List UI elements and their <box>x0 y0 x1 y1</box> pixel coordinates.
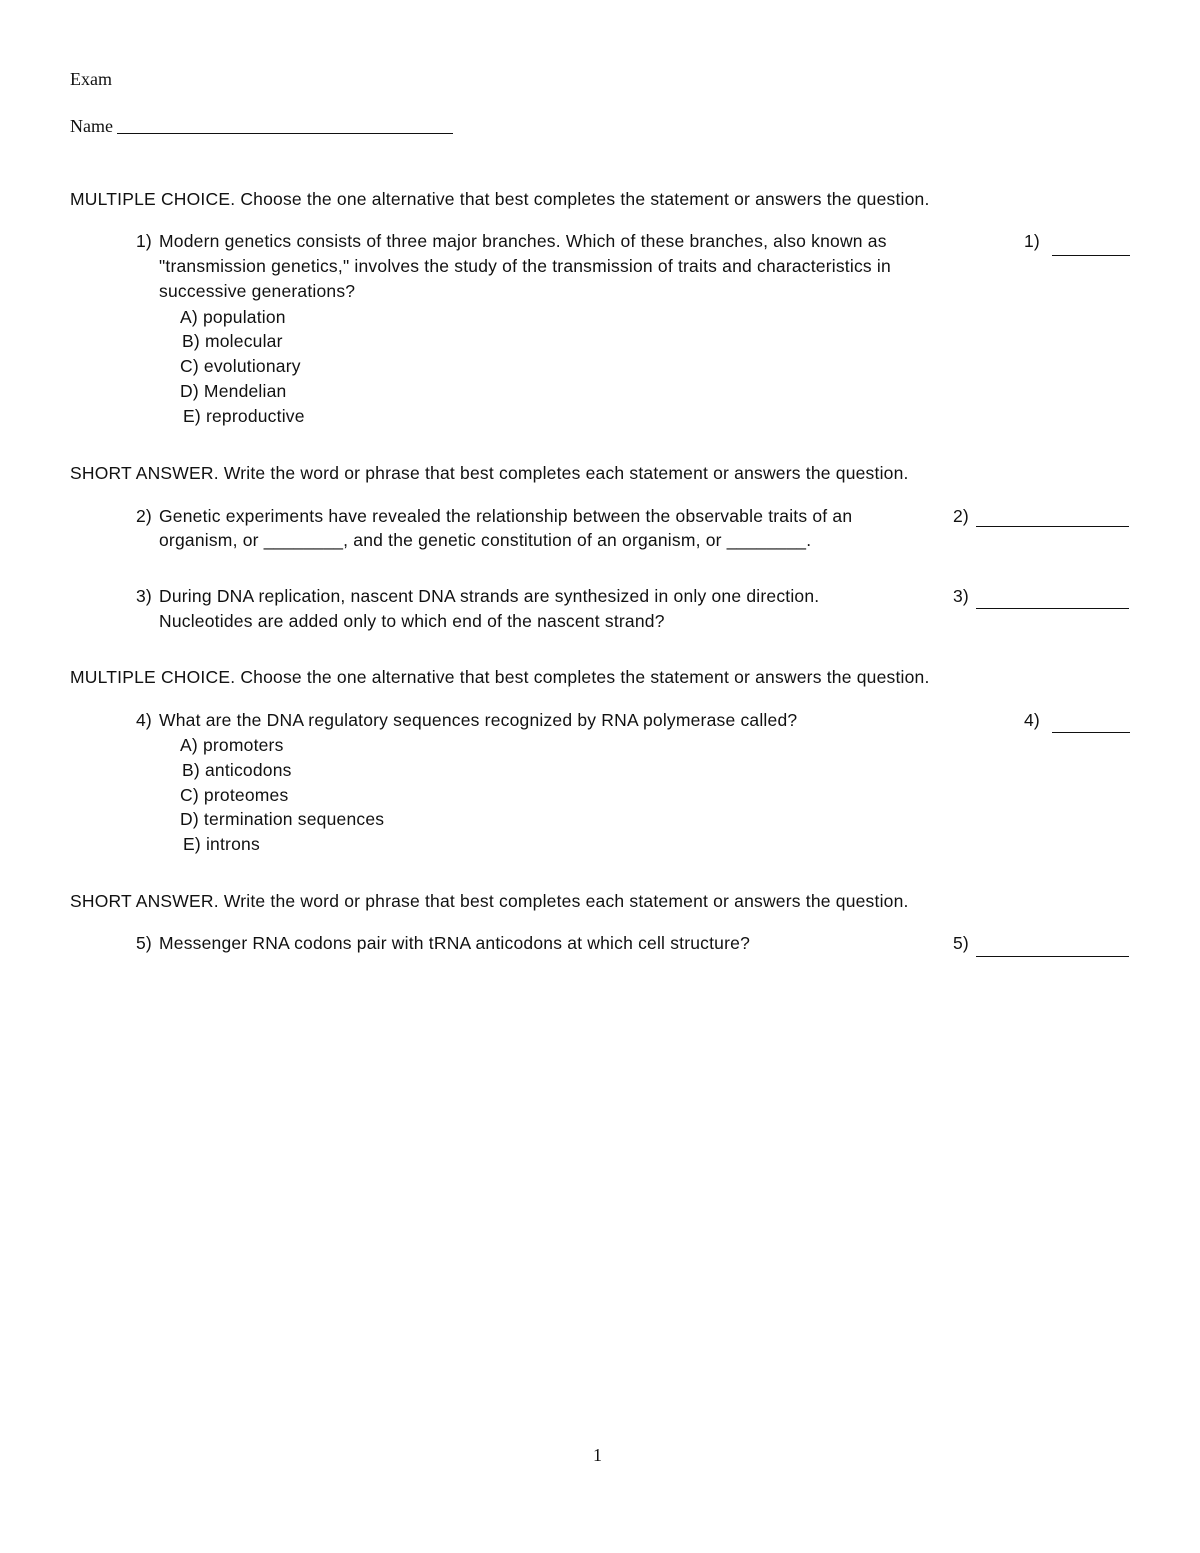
answer-option[interactable]: B) anticodons <box>182 760 292 780</box>
section-heading-multiple-choice: MULTIPLE CHOICE. Choose the one alternative that best completes the statement or answers the question. <box>70 667 930 687</box>
question-number: 2) <box>136 506 152 526</box>
name-label: Name <box>70 116 113 136</box>
answer-blank-line[interactable] <box>976 956 1129 957</box>
question-number: 3) <box>136 586 152 606</box>
question-text-line: organism, or ________, and the genetic constitution of an organism, or ________. <box>159 530 812 550</box>
section-heading-multiple-choice: MULTIPLE CHOICE. Choose the one alternative that best completes the statement or answers the question. <box>70 189 930 209</box>
answer-label: 1) <box>1024 231 1040 251</box>
question-number: 5) <box>136 933 152 953</box>
question-text-line: Genetic experiments have revealed the relationship between the observable traits of an <box>159 506 853 526</box>
answer-label: 2) <box>953 506 969 526</box>
question-text-line: During DNA replication, nascent DNA strands are synthesized in only one direction. <box>159 586 820 606</box>
question-number: 1) <box>136 231 152 251</box>
exam-title: Exam <box>70 69 112 89</box>
answer-blank-line[interactable] <box>976 608 1129 609</box>
answer-option[interactable]: E) reproductive <box>183 406 305 426</box>
answer-option[interactable]: A) population <box>180 307 286 327</box>
question-text-line: What are the DNA regulatory sequences recognized by RNA polymerase called? <box>159 710 798 730</box>
answer-option[interactable]: C) evolutionary <box>180 356 301 376</box>
answer-option[interactable]: C) proteomes <box>180 785 289 805</box>
question-text-line: Modern genetics consists of three major branches. Which of these branches, also known as <box>159 231 887 251</box>
answer-option[interactable]: E) introns <box>183 834 260 854</box>
answer-label: 3) <box>953 586 969 606</box>
answer-option[interactable]: B) molecular <box>182 331 283 351</box>
question-text-line: Messenger RNA codons pair with tRNA anticodons at which cell structure? <box>159 933 750 953</box>
answer-blank-line[interactable] <box>976 526 1129 527</box>
section-heading-short-answer: SHORT ANSWER. Write the word or phrase that best completes each statement or answers the question. <box>70 463 909 483</box>
question-number: 4) <box>136 710 152 730</box>
section-heading-short-answer: SHORT ANSWER. Write the word or phrase that best completes each statement or answers the question. <box>70 891 909 911</box>
answer-label: 5) <box>953 933 969 953</box>
answer-blank-line[interactable] <box>1052 732 1130 733</box>
answer-option[interactable]: D) termination sequences <box>180 809 385 829</box>
answer-option[interactable]: A) promoters <box>180 735 284 755</box>
question-text-line: successive generations? <box>159 281 356 301</box>
name-input-line[interactable] <box>117 133 453 134</box>
answer-label: 4) <box>1024 710 1040 730</box>
answer-blank-line[interactable] <box>1052 255 1130 256</box>
answer-option[interactable]: D) Mendelian <box>180 381 287 401</box>
page-number: 1 <box>593 1445 602 1465</box>
question-text-line: Nucleotides are added only to which end of the nascent strand? <box>159 611 665 631</box>
question-text-line: "transmission genetics," involves the study of the transmission of traits and characteristics in <box>159 256 891 276</box>
